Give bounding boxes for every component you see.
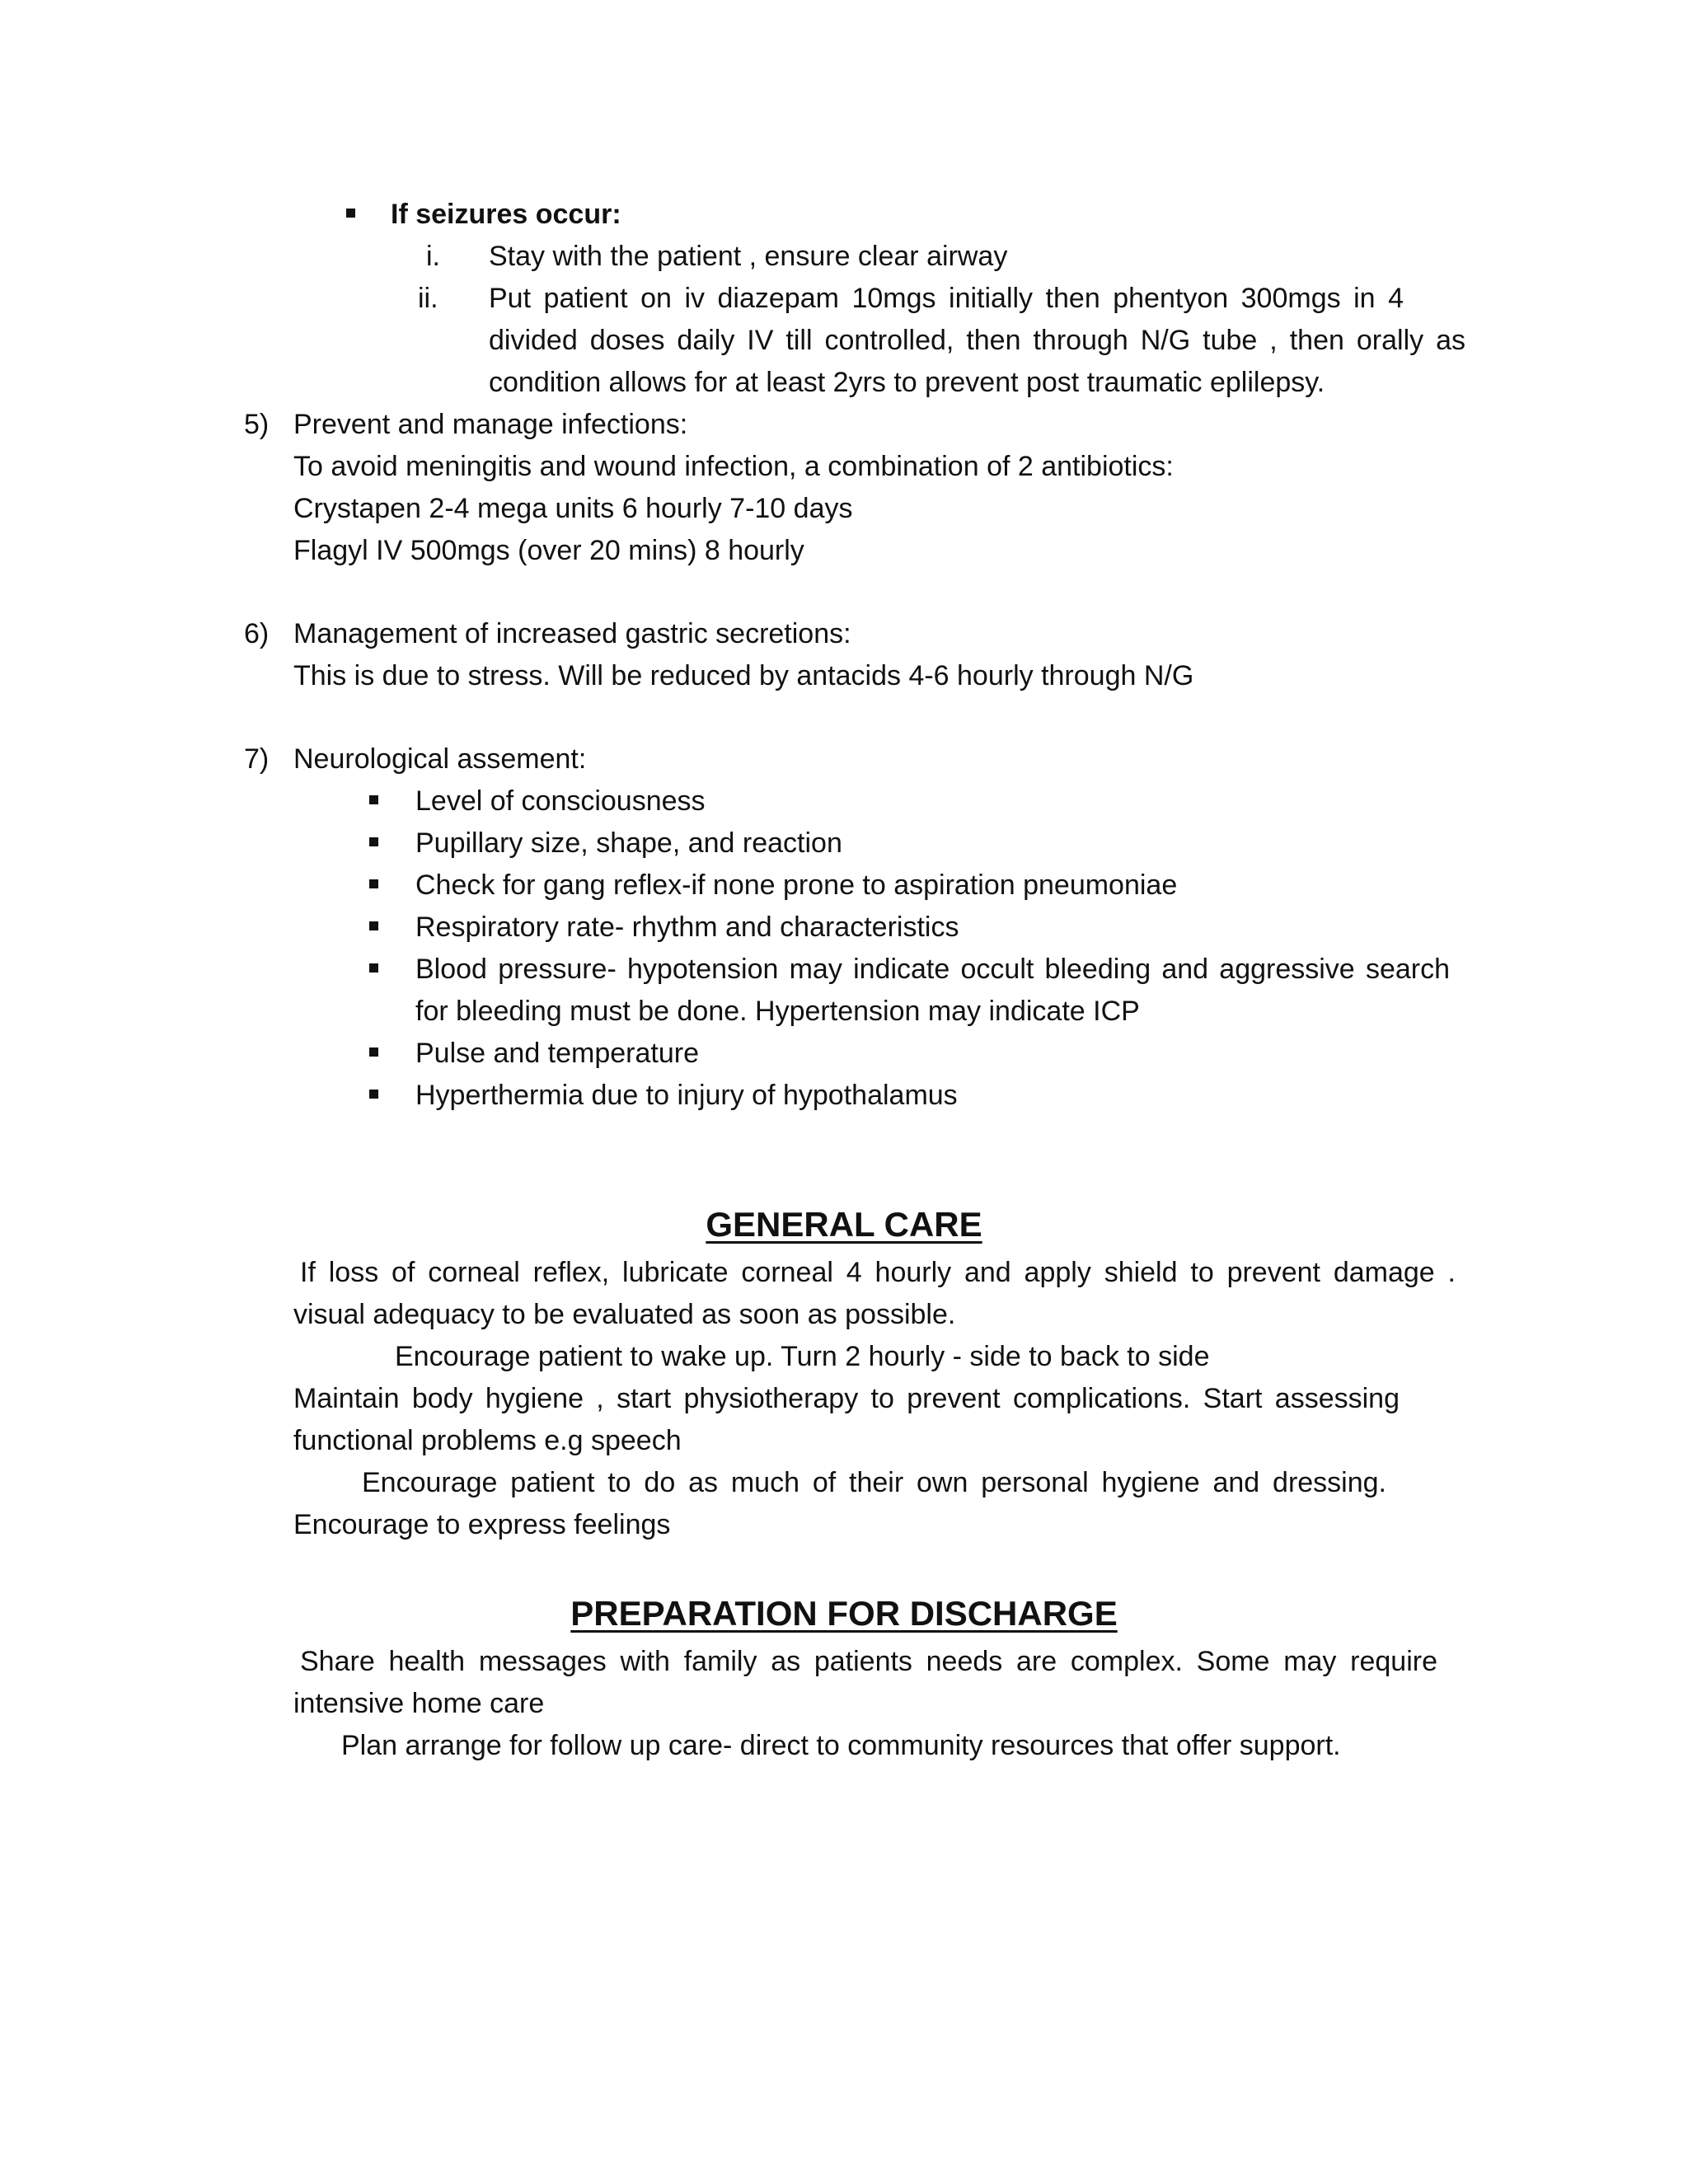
list-marker: i. <box>426 241 440 272</box>
paragraph-line: Plan arrange for follow up care- direct to community resources that offer support. <box>341 1730 1341 1761</box>
bullet-icon <box>369 837 378 846</box>
section-number: 7) <box>244 743 270 775</box>
list-item: Blood pressure- hypotension may indicate occult bleeding and aggressive search <box>415 954 1450 985</box>
section-number: 6) <box>244 618 270 649</box>
bullet-icon <box>369 921 378 930</box>
paragraph-line: Encourage patient to do as much of their own personal hygiene and dressing. <box>362 1467 1386 1498</box>
paragraph-line: Encourage patient to wake up. Turn 2 hourly - side to back to side <box>395 1341 1210 1372</box>
bullet-icon <box>369 1047 378 1057</box>
section-text: Flagyl IV 500mgs (over 20 mins) 8 hourly <box>293 535 804 566</box>
list-item: Pulse and temperature <box>415 1038 699 1069</box>
bullet-icon <box>369 795 378 804</box>
list-item: Hyperthermia due to injury of hypothalamus <box>415 1080 958 1111</box>
bullet-icon <box>369 963 378 972</box>
paragraph-line: Maintain body hygiene , start physiotherapy to prevent complications. Start assessing <box>293 1383 1400 1414</box>
list-item-text: divided doses daily IV till controlled, then through N/G tube , then orally as <box>489 325 1465 356</box>
seizures-heading: If seizures occur: <box>391 199 621 230</box>
paragraph-line: Share health messages with family as patients needs are complex. Some may require <box>300 1646 1437 1677</box>
general-care-heading: GENERAL CARE <box>706 1205 982 1244</box>
discharge-heading: PREPARATION FOR DISCHARGE <box>570 1594 1118 1633</box>
bullet-icon <box>369 1090 378 1099</box>
bullet-icon <box>369 879 378 888</box>
section-text: Crystapen 2-4 mega units 6 hourly 7-10 days <box>293 493 853 524</box>
section-title: Neurological assement: <box>293 743 587 775</box>
list-marker: ii. <box>418 283 438 314</box>
section-title: Management of increased gastric secretions: <box>293 618 851 649</box>
section-title: Prevent and manage infections: <box>293 409 688 440</box>
list-item: Respiratory rate- rhythm and characteristics <box>415 912 959 943</box>
bullet-icon <box>346 209 355 218</box>
list-item: Level of consciousness <box>415 785 706 817</box>
paragraph-line: Encourage to express feelings <box>293 1509 671 1540</box>
list-item-text: Put patient on iv diazepam 10mgs initially then phentyon 300mgs in 4 <box>489 283 1404 314</box>
list-item: for bleeding must be done. Hypertension may indicate ICP <box>415 996 1140 1027</box>
paragraph-line: intensive home care <box>293 1688 545 1719</box>
list-item-text: Stay with the patient , ensure clear airway <box>489 241 1008 272</box>
section-number: 5) <box>244 409 270 440</box>
paragraph-line: If loss of corneal reflex, lubricate corneal 4 hourly and apply shield to prevent damage . <box>300 1257 1456 1288</box>
list-item: Pupillary size, shape, and reaction <box>415 827 842 859</box>
paragraph-line: functional problems e.g speech <box>293 1425 682 1456</box>
paragraph-line: visual adequacy to be evaluated as soon as possible. <box>293 1299 956 1330</box>
section-text: This is due to stress. Will be reduced by antacids 4-6 hourly through N/G <box>293 660 1194 691</box>
list-item: Check for gang reflex-if none prone to aspiration pneumoniae <box>415 869 1178 901</box>
list-item-text: condition allows for at least 2yrs to prevent post traumatic eplilepsy. <box>489 367 1325 398</box>
section-text: To avoid meningitis and wound infection, a combination of 2 antibiotics: <box>293 451 1174 482</box>
